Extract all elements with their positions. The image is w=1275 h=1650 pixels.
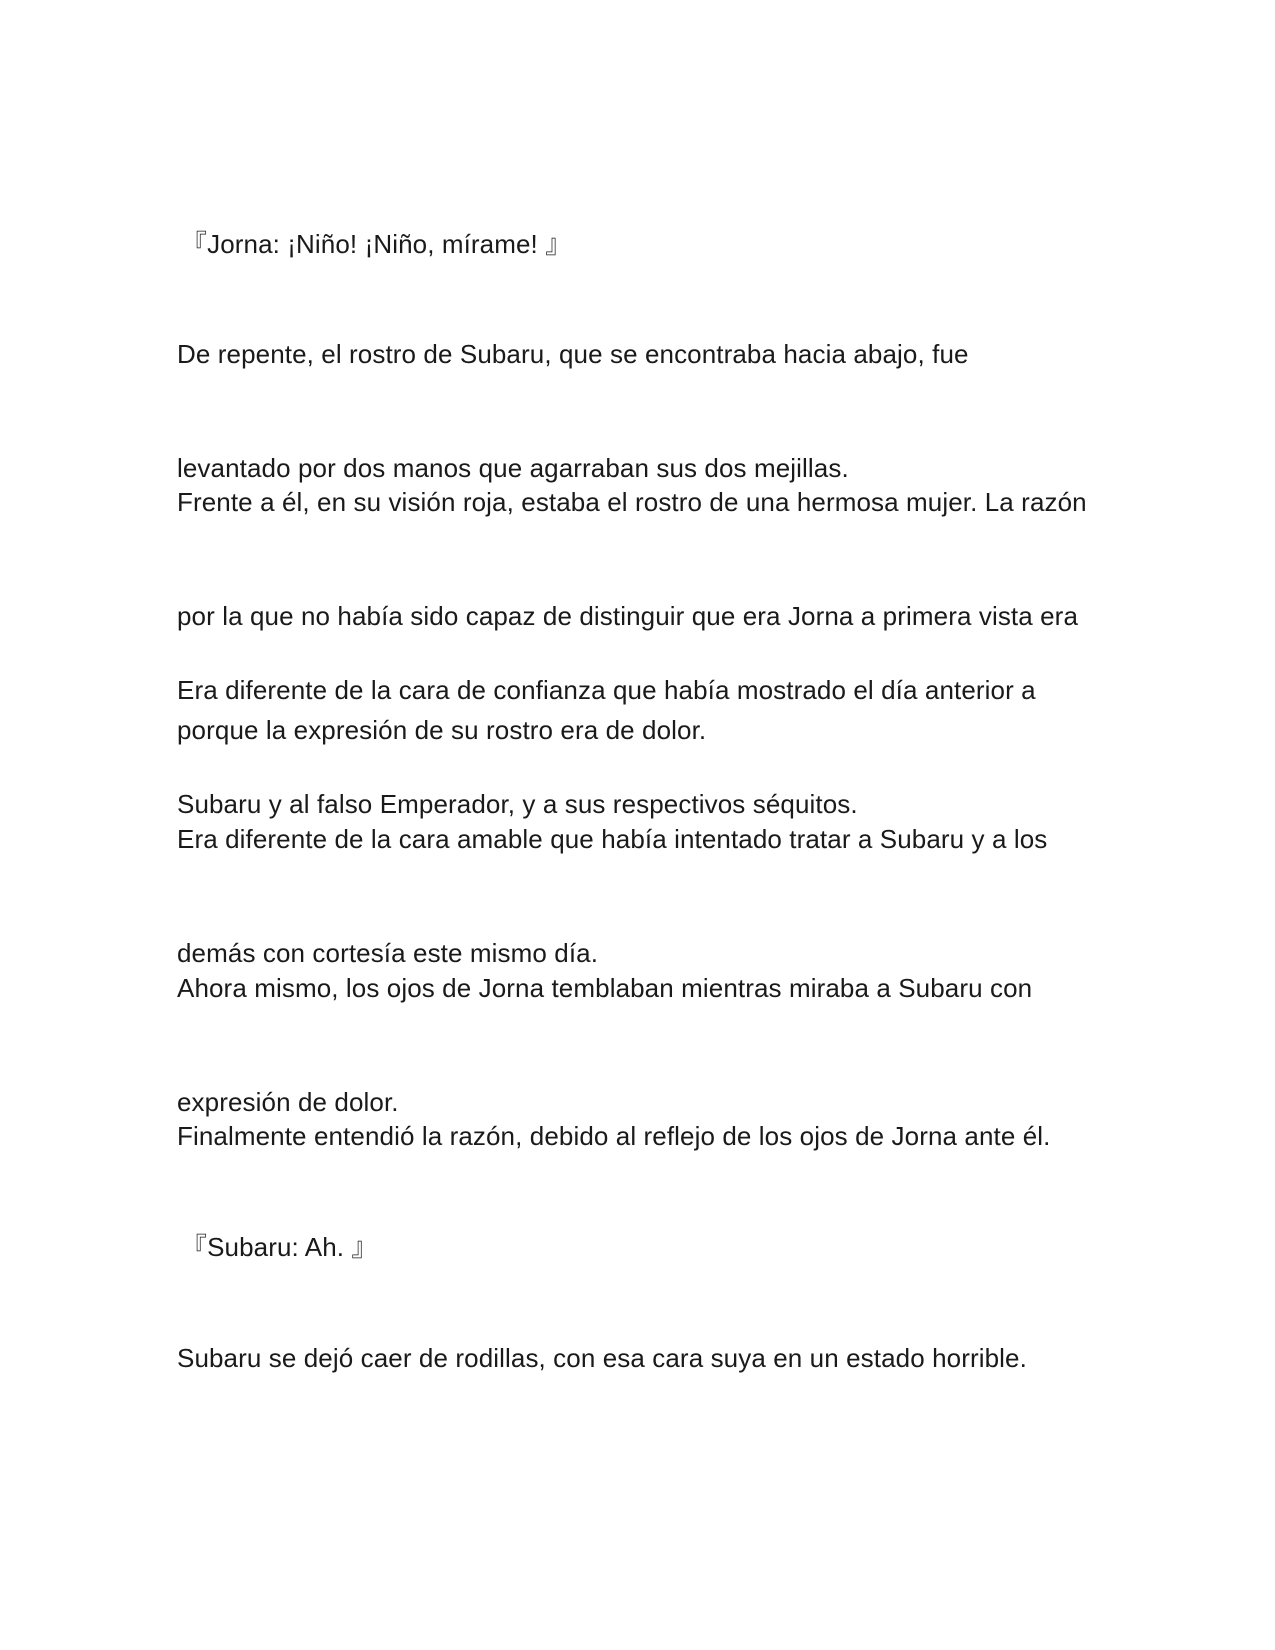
text-line: De repente, el rostro de Subaru, que se encontraba hacia abajo, fue xyxy=(177,339,969,369)
text-line: demás con cortesía este mismo día. xyxy=(177,938,599,968)
text-line: porque la expresión de su rostro era de dolor. xyxy=(177,715,707,745)
text-line: expresión de dolor. xyxy=(177,1087,399,1117)
text-line: 『Subaru: Ah. 』 xyxy=(181,1232,378,1262)
text-line: Era diferente de la cara amable que había intentado tratar a Subaru y a los xyxy=(177,824,1048,854)
text-line: Frente a él, en su visión roja, estaba el rostro de una hermosa mujer. La razón xyxy=(177,487,1087,517)
paragraph xyxy=(177,1263,1107,1453)
text-line: Era diferente de la cara de confianza que había mostrado el día anterior a xyxy=(177,675,1036,705)
text-line: Finalmente entendió la razón, debido al reflejo de los ojos de Jorna ante él. xyxy=(177,1121,1051,1151)
text-line: por la que no había sido capaz de distinguir que era Jorna a primera vista era xyxy=(177,601,1079,631)
text-line: levantado por dos manos que agarraban sus dos mejillas. xyxy=(177,453,849,483)
text-line: Ahora mismo, los ojos de Jorna temblaban mientras miraba a Subaru con xyxy=(177,973,1033,1003)
text-line: Subaru y al falso Emperador, y a sus respectivos séquitos. xyxy=(177,789,858,819)
text-line: Subaru se dejó caer de rodillas, con esa cara suya en un estado horrible. xyxy=(177,1343,1027,1373)
text-line: 『Jorna: ¡Niño! ¡Niño, mírame! 』 xyxy=(181,229,572,259)
